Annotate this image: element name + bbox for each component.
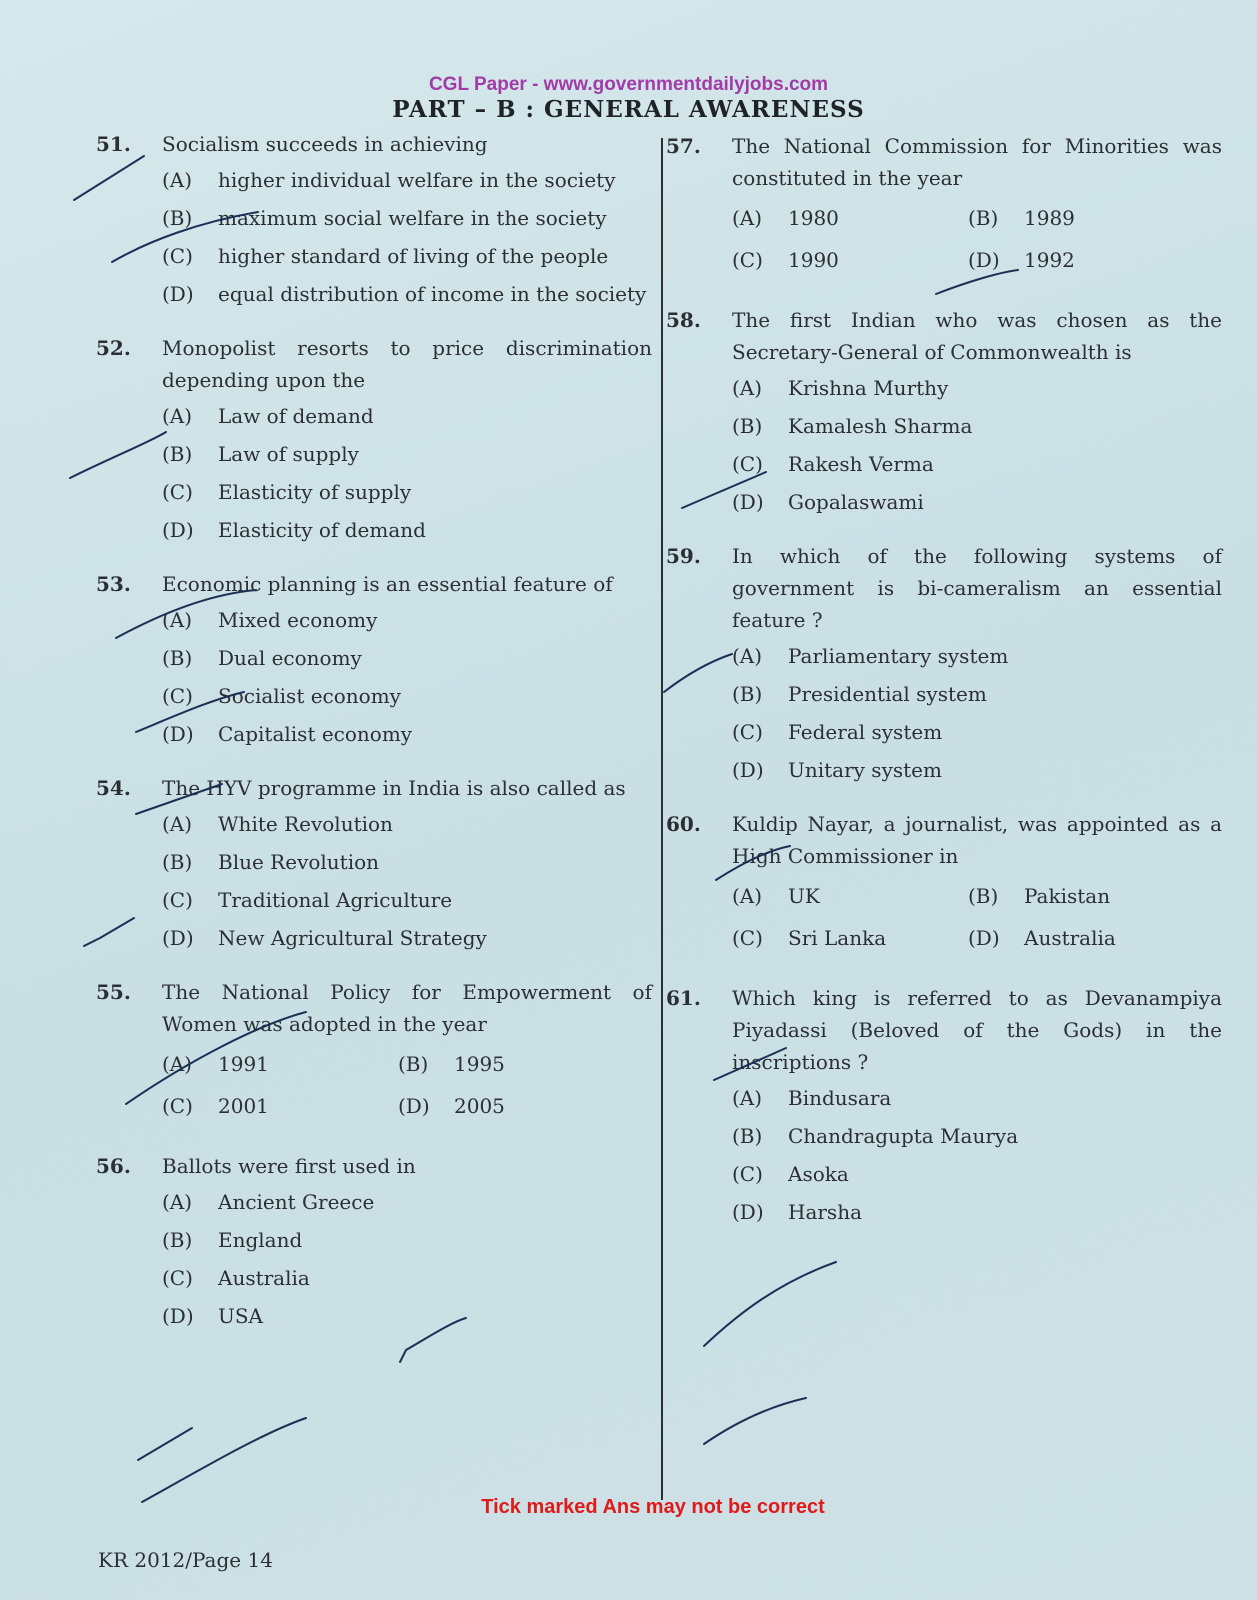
question-61	[666, 982, 1222, 1228]
option-c	[162, 680, 652, 712]
option-text: Unitary system	[788, 758, 942, 782]
question-54	[96, 772, 652, 954]
page-label: KR 2012/Page 14	[98, 1548, 273, 1572]
option-text: 1980	[788, 206, 839, 230]
option-text: Sri Lanka	[788, 926, 887, 950]
question-text: The HYV programme in India is also called as	[162, 776, 626, 800]
option-d	[162, 718, 652, 750]
option-b	[732, 410, 1222, 442]
option-letter: (B)	[732, 1124, 763, 1148]
option-letter: (C)	[732, 452, 763, 476]
option-c	[732, 244, 968, 276]
option-letter: (D)	[162, 518, 194, 542]
option-b	[162, 846, 652, 878]
option-text: 2001	[218, 1094, 269, 1118]
option-b	[732, 678, 1222, 710]
option-letter: (D)	[732, 758, 764, 782]
option-d	[162, 514, 652, 546]
question-57	[666, 130, 1222, 282]
option-letter: (B)	[732, 682, 763, 706]
option-b	[398, 1048, 634, 1080]
option-letter: (A)	[162, 608, 193, 632]
option-text: Gopalaswami	[788, 490, 924, 514]
option-a	[162, 400, 652, 432]
option-d	[162, 278, 652, 310]
option-letter: (C)	[732, 248, 763, 272]
question-text: Monopolist resorts to price discrimination depending upon the	[162, 336, 652, 392]
option-a	[162, 1186, 652, 1218]
option-c	[732, 716, 1222, 748]
option-d	[732, 754, 1222, 786]
question-52	[96, 332, 652, 546]
option-text: Pakistan	[1024, 884, 1111, 908]
pen-tick-mark	[704, 1262, 836, 1346]
part-title: PART – B : GENERAL AWARENESS	[392, 96, 865, 123]
question-number: 51.	[96, 132, 131, 156]
option-text: Presidential system	[788, 682, 987, 706]
option-letter: (B)	[968, 884, 999, 908]
option-text: 1995	[454, 1052, 505, 1076]
option-b	[162, 642, 652, 674]
option-text: higher standard of living of the people	[218, 244, 609, 268]
option-d	[162, 922, 652, 954]
question-number: 55.	[96, 980, 131, 1004]
question-60	[666, 808, 1222, 960]
option-letter: (B)	[162, 206, 193, 230]
option-text: Harsha	[788, 1200, 862, 1224]
option-b	[732, 1120, 1222, 1152]
option-letter: (C)	[162, 1266, 193, 1290]
question-53	[96, 568, 652, 750]
option-b	[162, 438, 652, 470]
option-letter: (C)	[732, 720, 763, 744]
option-letter: (D)	[732, 490, 764, 514]
option-letter: (A)	[732, 884, 763, 908]
option-d	[162, 1300, 652, 1332]
option-a	[732, 880, 968, 912]
option-letter: (C)	[162, 684, 193, 708]
question-number: 60.	[666, 812, 701, 836]
option-text: Capitalist economy	[218, 722, 413, 746]
option-text: England	[218, 1228, 303, 1252]
option-text: Asoka	[788, 1162, 849, 1186]
option-b	[968, 880, 1204, 912]
option-d	[398, 1090, 634, 1122]
option-b	[968, 202, 1204, 234]
option-a	[162, 808, 652, 840]
question-number: 56.	[96, 1154, 131, 1178]
option-letter: (C)	[162, 1094, 193, 1118]
question-text: The National Policy for Empowerment of Women was adopted in the year	[162, 980, 652, 1036]
option-text: Chandragupta Maurya	[788, 1124, 1019, 1148]
option-letter: (D)	[732, 1200, 764, 1224]
question-number: 59.	[666, 544, 701, 568]
option-letter: (D)	[162, 926, 194, 950]
option-c	[162, 1262, 652, 1294]
question-number: 61.	[666, 986, 701, 1010]
option-letter: (D)	[398, 1094, 430, 1118]
option-text: UK	[788, 884, 820, 908]
option-text: Mixed economy	[218, 608, 378, 632]
column-divider	[661, 138, 663, 1500]
option-d	[968, 922, 1204, 954]
option-c	[162, 476, 652, 508]
option-text: Ancient Greece	[218, 1190, 375, 1214]
option-text: 1992	[1024, 248, 1075, 272]
question-56	[96, 1150, 652, 1332]
option-c	[732, 1158, 1222, 1190]
option-text: Law of supply	[218, 442, 359, 466]
option-text: USA	[218, 1304, 263, 1328]
option-a	[162, 1048, 398, 1080]
question-text: The first Indian who was chosen as the Secretary-General of Commonwealth is	[732, 308, 1222, 364]
option-a	[732, 640, 1222, 672]
question-number: 57.	[666, 134, 701, 158]
option-text: 1991	[218, 1052, 269, 1076]
watermark-text: CGL Paper - www.governmentdailyjobs.com	[428, 74, 829, 95]
option-letter: (C)	[732, 1162, 763, 1186]
option-letter: (B)	[398, 1052, 429, 1076]
option-letter: (B)	[968, 206, 999, 230]
option-c	[162, 884, 652, 916]
option-c	[162, 240, 652, 272]
option-a	[162, 604, 652, 636]
option-text: 2005	[454, 1094, 505, 1118]
question-number: 58.	[666, 308, 701, 332]
option-letter: (D)	[162, 722, 194, 746]
option-text: Australia	[218, 1266, 310, 1290]
option-letter: (A)	[732, 644, 763, 668]
question-text: Kuldip Nayar, a journalist, was appointed as a High Commissioner in	[732, 812, 1222, 868]
option-letter: (A)	[732, 376, 763, 400]
question-text: Which king is referred to as Devanampiya Piyadassi (Beloved of the Gods) in the inscriptions ?	[732, 986, 1222, 1074]
option-letter: (D)	[162, 1304, 194, 1328]
option-letter: (B)	[162, 1228, 193, 1252]
option-text: Elasticity of demand	[218, 518, 426, 542]
option-letter: (A)	[732, 206, 763, 230]
option-letter: (B)	[162, 646, 193, 670]
option-b	[162, 1224, 652, 1256]
option-a	[162, 164, 652, 196]
option-text: Federal system	[788, 720, 943, 744]
pen-tick-mark	[138, 1428, 192, 1460]
option-letter: (A)	[162, 168, 193, 192]
question-number: 52.	[96, 336, 131, 360]
option-letter: (A)	[162, 1052, 193, 1076]
option-letter: (A)	[162, 812, 193, 836]
option-text: higher individual welfare in the society	[218, 168, 616, 192]
question-59	[666, 540, 1222, 786]
option-text: Law of demand	[218, 404, 374, 428]
pen-tick-mark	[142, 1418, 306, 1502]
pen-tick-mark	[704, 1398, 806, 1444]
option-letter: (B)	[162, 850, 193, 874]
option-a	[732, 372, 1222, 404]
option-text: Krishna Murthy	[788, 376, 949, 400]
option-text: maximum social welfare in the society	[218, 206, 607, 230]
question-text: In which of the following systems of government is bi-cameralism an essential feature ?	[732, 544, 1222, 632]
option-text: Elasticity of supply	[218, 480, 412, 504]
option-letter: (B)	[162, 442, 193, 466]
question-number: 54.	[96, 776, 131, 800]
question-51	[96, 128, 652, 310]
option-text: Blue Revolution	[218, 850, 380, 874]
left-column	[96, 128, 652, 1354]
option-letter: (B)	[732, 414, 763, 438]
option-letter: (A)	[162, 1190, 193, 1214]
option-text: Australia	[1024, 926, 1116, 950]
option-letter: (D)	[968, 248, 1000, 272]
option-letter: (C)	[162, 480, 193, 504]
option-letter: (C)	[162, 244, 193, 268]
question-55	[96, 976, 652, 1128]
option-text: White Revolution	[218, 812, 393, 836]
option-text: equal distribution of income in the society	[218, 282, 647, 306]
option-d	[968, 244, 1204, 276]
question-58	[666, 304, 1222, 518]
option-a	[732, 1082, 1222, 1114]
option-text: Rakesh Verma	[788, 452, 934, 476]
option-text: 1990	[788, 248, 839, 272]
option-letter: (D)	[968, 926, 1000, 950]
option-text: Kamalesh Sharma	[788, 414, 973, 438]
question-text: Ballots were first used in	[162, 1154, 416, 1178]
option-letter: (C)	[732, 926, 763, 950]
option-c	[732, 922, 968, 954]
question-text: Socialism succeeds in achieving	[162, 132, 488, 156]
option-c	[732, 448, 1222, 480]
option-text: Bindusara	[788, 1086, 892, 1110]
option-text: New Agricultural Strategy	[218, 926, 487, 950]
question-text: Economic planning is an essential feature of	[162, 572, 613, 596]
option-letter: (A)	[162, 404, 193, 428]
option-text: Parliamentary system	[788, 644, 1009, 668]
option-text: Dual economy	[218, 646, 362, 670]
option-b	[162, 202, 652, 234]
question-number: 53.	[96, 572, 131, 596]
right-column	[666, 130, 1222, 1250]
option-c	[162, 1090, 398, 1122]
option-letter: (A)	[732, 1086, 763, 1110]
option-letter: (D)	[162, 282, 194, 306]
answer-disclaimer: Tick marked Ans may not be correct	[481, 1496, 825, 1518]
option-d	[732, 486, 1222, 518]
option-text: 1989	[1024, 206, 1075, 230]
option-letter: (C)	[162, 888, 193, 912]
option-text: Traditional Agriculture	[218, 888, 453, 912]
option-d	[732, 1196, 1222, 1228]
option-text: Socialist economy	[218, 684, 401, 708]
option-a	[732, 202, 968, 234]
question-text: The National Commission for Minorities was constituted in the year	[732, 134, 1222, 190]
